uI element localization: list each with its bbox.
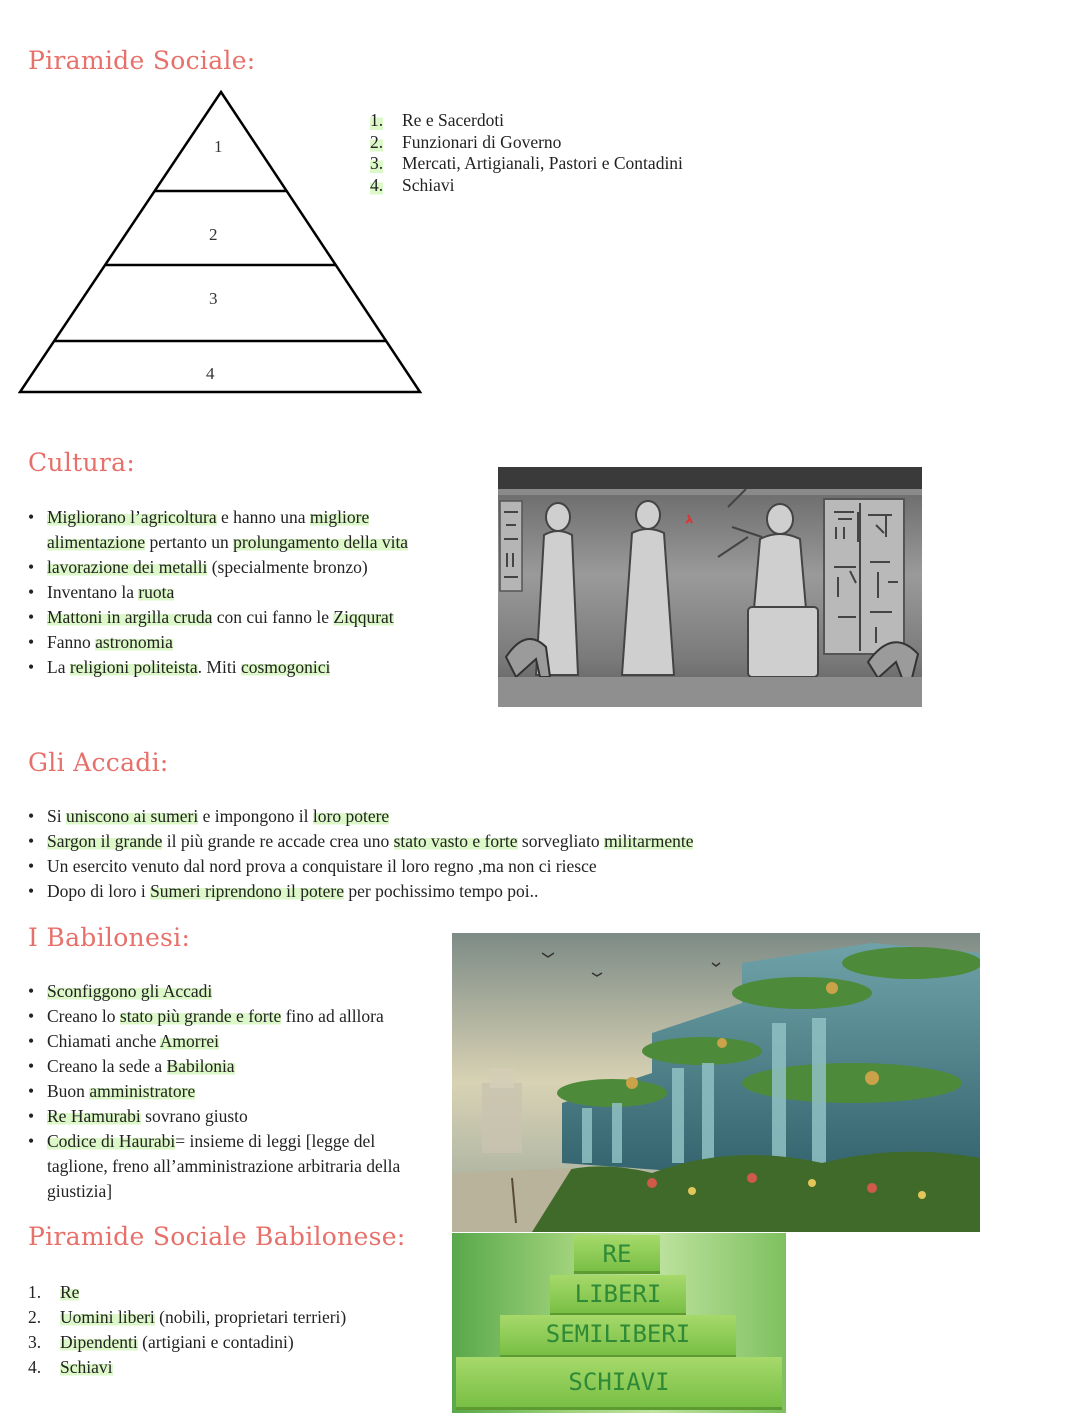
list-item: • Dopo di loro i Sumeri riprendono il potere per pochissimo tempo poi.. xyxy=(28,879,788,904)
pyramid-level-1: 1 xyxy=(214,137,223,156)
pyramid-block-liberi: LIBERI xyxy=(550,1275,686,1316)
pyramid-level-3: 3 xyxy=(209,289,218,308)
babylon-list xyxy=(28,979,428,1204)
list-item: • Inventano la ruota xyxy=(28,580,468,605)
heading-cultura: Cultura: xyxy=(28,448,136,477)
hanging-gardens-image xyxy=(452,933,980,1232)
list-item: • lavorazione dei metalli (specialmente bronzo) xyxy=(28,555,468,580)
heading-gli-accadi: Gli Accadi: xyxy=(28,748,169,777)
list-item: • Chiamati anche Amorrei xyxy=(28,1029,428,1054)
list-item: 3. Mercati, Artigianali, Pastori e Contadini xyxy=(370,153,683,173)
list-item: • Sconfiggono gli Accadi xyxy=(28,979,428,1004)
list-item: • Un esercito venuto dal nord prova a conquistare il loro regno ,ma non ci riesce xyxy=(28,854,788,879)
culture-list xyxy=(28,505,468,680)
pyramid-block-re: RE xyxy=(574,1235,660,1274)
pyramid-legend-list xyxy=(370,110,683,196)
list-item: • Si uniscono ai sumeri e impongono il loro potere xyxy=(28,804,788,829)
pyramid-level-2: 2 xyxy=(209,225,218,244)
list-item: 4. Schiavi xyxy=(28,1357,113,1377)
list-item: 2. Funzionari di Governo xyxy=(370,131,562,152)
list-item: 4. Schiavi xyxy=(370,174,455,195)
pyramid-block-schiavi: SCHIAVI xyxy=(456,1357,782,1410)
babylon-pyramid-list xyxy=(28,1280,346,1380)
list-item: • Buon amministratore xyxy=(28,1079,428,1104)
list-item: 1. Re xyxy=(28,1282,80,1302)
list-item: 3. Dipendenti (artigiani e contadini) xyxy=(28,1332,294,1352)
list-item: 1. Re e Sacerdoti xyxy=(370,110,505,130)
list-item: • Creano lo stato più grande e forte fino ad alllora xyxy=(28,1004,428,1029)
list-item: 2. Uomini liberi (nobili, proprietari terrieri) xyxy=(28,1307,347,1327)
list-item: • Re Hamurabi sovrano giusto xyxy=(28,1104,428,1129)
list-item: • Fanno astronomia xyxy=(28,630,468,655)
pyramid-block-semiliberi: SEMILIBERI xyxy=(500,1315,736,1358)
babylon-pyramid-image xyxy=(452,1233,786,1413)
akkad-list xyxy=(28,804,788,904)
cylinder-seal-image xyxy=(498,467,922,707)
heading-piramide-babilonese: Piramide Sociale Babilonese: xyxy=(28,1222,406,1251)
list-item: • Codice di Haurabi= insieme di leggi [legge del taglione, freno all’amministrazione arbitraria della giustizia] xyxy=(28,1129,428,1204)
list-item: • Migliorano l’agricoltura e hanno una migliore alimentazione pertanto un prolungamento della vita xyxy=(28,505,468,555)
pyramid-level-4: 4 xyxy=(206,364,215,383)
list-item: • La religioni politeista. Miti cosmogonici xyxy=(28,655,468,680)
list-item: • Sargon il grande il più grande re accade crea uno stato vasto e forte sorvegliato militarmente xyxy=(28,829,788,854)
list-item: • Mattoni in argilla cruda con cui fanno le Ziqqurat xyxy=(28,605,468,630)
heading-i-babilonesi: I Babilonesi: xyxy=(28,923,191,952)
social-pyramid-diagram xyxy=(18,88,426,396)
list-item: • Creano la sede a Babilonia xyxy=(28,1054,428,1079)
heading-piramide-sociale: Piramide Sociale: xyxy=(28,46,256,75)
